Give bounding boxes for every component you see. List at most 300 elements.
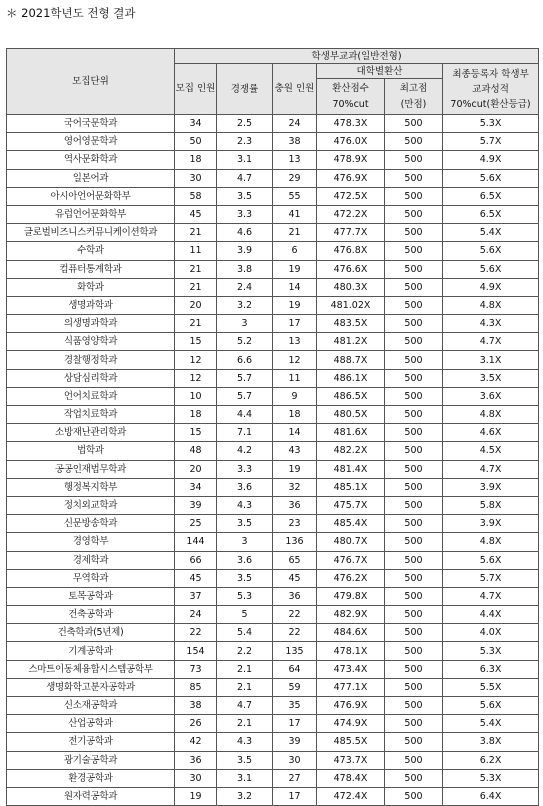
cell-quota: 21	[175, 224, 217, 242]
cell-dept: 언어치료학과	[7, 387, 175, 405]
table-row	[7, 715, 539, 733]
cell-quota: 24	[175, 606, 217, 624]
table-row	[7, 260, 539, 278]
cell-max: 500	[385, 751, 443, 769]
table-row	[7, 587, 539, 605]
cell-quota: 85	[175, 678, 217, 696]
cell-score: 476.9X	[317, 697, 385, 715]
cell-dept: 신문방송학과	[7, 515, 175, 533]
cell-max: 500	[385, 769, 443, 787]
cell-ratio: 5.3	[217, 587, 273, 605]
cell-enrolled: 12	[273, 351, 317, 369]
cell-score: 478.3X	[317, 115, 385, 133]
cell-dept: 원자력공학과	[7, 787, 175, 805]
cell-quota: 22	[175, 624, 217, 642]
cell-dept: 경제학과	[7, 551, 175, 569]
cell-dept: 정치외교학과	[7, 496, 175, 514]
table-row	[7, 733, 539, 751]
cell-quota: 20	[175, 296, 217, 314]
cell-dept: 스마트이동체융합시스템공학부	[7, 660, 175, 678]
cell-score: 472.2X	[317, 205, 385, 223]
cell-dept: 상담심리학과	[7, 369, 175, 387]
cell-ratio: 3.5	[217, 515, 273, 533]
cell-grade: 5.8X	[443, 496, 539, 514]
cell-quota: 18	[175, 151, 217, 169]
cell-score: 473.4X	[317, 660, 385, 678]
cell-ratio: 5.2	[217, 333, 273, 351]
cell-quota: 45	[175, 569, 217, 587]
cell-max: 500	[385, 478, 443, 496]
cell-dept: 토목공학과	[7, 587, 175, 605]
cell-grade: 5.7X	[443, 133, 539, 151]
cell-quota: 10	[175, 387, 217, 405]
cell-max: 500	[385, 333, 443, 351]
cell-quota: 15	[175, 424, 217, 442]
cell-max: 500	[385, 242, 443, 260]
cell-enrolled: 17	[273, 787, 317, 805]
cell-enrolled: 136	[273, 533, 317, 551]
cell-quota: 37	[175, 587, 217, 605]
cell-enrolled: 6	[273, 242, 317, 260]
cell-max: 500	[385, 169, 443, 187]
cell-ratio: 5.7	[217, 387, 273, 405]
table-row	[7, 387, 539, 405]
cell-dept: 화학과	[7, 278, 175, 296]
cell-ratio: 3.9	[217, 242, 273, 260]
cell-score: 484.6X	[317, 624, 385, 642]
table-row	[7, 551, 539, 569]
cell-dept: 국어국문학과	[7, 115, 175, 133]
cell-grade: 3.5X	[443, 369, 539, 387]
cell-max: 500	[385, 260, 443, 278]
table-row	[7, 624, 539, 642]
cell-quota: 144	[175, 533, 217, 551]
cell-score: 482.9X	[317, 606, 385, 624]
cell-grade: 4.0X	[443, 624, 539, 642]
table-row	[7, 424, 539, 442]
cell-score: 476.7X	[317, 551, 385, 569]
cell-quota: 26	[175, 715, 217, 733]
cell-dept: 광기술공학과	[7, 751, 175, 769]
cell-grade: 3.9X	[443, 515, 539, 533]
cell-enrolled: 38	[273, 133, 317, 151]
cell-enrolled: 11	[273, 369, 317, 387]
cell-grade: 4.8X	[443, 296, 539, 314]
table-row	[7, 442, 539, 460]
cell-enrolled: 23	[273, 515, 317, 533]
table-row	[7, 169, 539, 187]
cell-dept: 작업치료학과	[7, 406, 175, 424]
cell-ratio: 3.1	[217, 769, 273, 787]
cell-grade: 5.6X	[443, 551, 539, 569]
cell-dept: 신소재공학과	[7, 697, 175, 715]
table-body	[7, 115, 539, 806]
cell-grade: 4.6X	[443, 424, 539, 442]
cell-score: 485.1X	[317, 478, 385, 496]
cell-dept: 소방재난관리학과	[7, 424, 175, 442]
cell-score: 479.8X	[317, 587, 385, 605]
cell-ratio: 3.6	[217, 551, 273, 569]
cell-ratio: 3	[217, 533, 273, 551]
cell-ratio: 6.6	[217, 351, 273, 369]
header-ratio: 경쟁률	[217, 64, 273, 115]
table-row	[7, 533, 539, 551]
header-group: 학생부교과(일반전형)	[175, 49, 539, 64]
header-quota: 모집 인원	[175, 64, 217, 115]
cell-ratio: 3.5	[217, 187, 273, 205]
table-header	[7, 49, 539, 115]
cell-max: 500	[385, 569, 443, 587]
cell-max: 500	[385, 296, 443, 314]
cell-dept: 기계공학과	[7, 642, 175, 660]
cell-max: 500	[385, 151, 443, 169]
cell-ratio: 4.7	[217, 169, 273, 187]
cell-grade: 3.1X	[443, 351, 539, 369]
table-row	[7, 515, 539, 533]
table-row	[7, 115, 539, 133]
table-row	[7, 769, 539, 787]
cell-dept: 환경공학과	[7, 769, 175, 787]
cell-max: 500	[385, 442, 443, 460]
cell-dept: 역사문화학과	[7, 151, 175, 169]
cell-grade: 5.7X	[443, 569, 539, 587]
cell-enrolled: 13	[273, 333, 317, 351]
cell-grade: 4.8X	[443, 533, 539, 551]
cell-quota: 30	[175, 169, 217, 187]
cell-max: 500	[385, 115, 443, 133]
cell-max: 500	[385, 369, 443, 387]
cell-enrolled: 64	[273, 660, 317, 678]
cell-grade: 3.6X	[443, 387, 539, 405]
cell-grade: 4.9X	[443, 151, 539, 169]
table-row	[7, 133, 539, 151]
cell-score: 485.4X	[317, 515, 385, 533]
cell-max: 500	[385, 187, 443, 205]
table-row	[7, 224, 539, 242]
cell-quota: 25	[175, 515, 217, 533]
table-row	[7, 151, 539, 169]
cell-score: 480.7X	[317, 533, 385, 551]
cell-dept: 생명과학과	[7, 296, 175, 314]
cell-enrolled: 18	[273, 406, 317, 424]
cell-score: 481.6X	[317, 424, 385, 442]
cell-max: 500	[385, 606, 443, 624]
cell-ratio: 2.5	[217, 115, 273, 133]
cell-dept: 산업공학과	[7, 715, 175, 733]
cell-grade: 5.4X	[443, 224, 539, 242]
cell-max: 500	[385, 515, 443, 533]
cell-dept: 유럽언어문화학부	[7, 205, 175, 223]
cell-quota: 18	[175, 406, 217, 424]
cell-quota: 12	[175, 369, 217, 387]
cell-enrolled: 35	[273, 697, 317, 715]
cell-enrolled: 36	[273, 587, 317, 605]
cell-score: 486.1X	[317, 369, 385, 387]
cell-dept: 일본어과	[7, 169, 175, 187]
cell-enrolled: 65	[273, 551, 317, 569]
cell-max: 500	[385, 406, 443, 424]
header-dept: 모집단위	[7, 49, 175, 115]
table-row	[7, 478, 539, 496]
cell-grade: 4.7X	[443, 333, 539, 351]
cell-enrolled: 29	[273, 169, 317, 187]
table-row	[7, 242, 539, 260]
cell-quota: 42	[175, 733, 217, 751]
cell-grade: 6.3X	[443, 660, 539, 678]
cell-ratio: 3.3	[217, 460, 273, 478]
cell-enrolled: 36	[273, 496, 317, 514]
cell-score: 475.7X	[317, 496, 385, 514]
cell-ratio: 5	[217, 606, 273, 624]
cell-ratio: 3.1	[217, 151, 273, 169]
cell-score: 481.02X	[317, 296, 385, 314]
table-row	[7, 697, 539, 715]
cell-quota: 21	[175, 260, 217, 278]
cell-score: 476.8X	[317, 242, 385, 260]
cell-grade: 4.7X	[443, 587, 539, 605]
cell-quota: 66	[175, 551, 217, 569]
cell-dept: 영어영문학과	[7, 133, 175, 151]
cell-ratio: 3.2	[217, 296, 273, 314]
page-title: ＊ 2021학년도 전형 결과	[6, 6, 136, 20]
cell-max: 500	[385, 642, 443, 660]
cell-quota: 39	[175, 496, 217, 514]
table-row	[7, 642, 539, 660]
cell-ratio: 4.3	[217, 496, 273, 514]
cell-grade: 5.3X	[443, 115, 539, 133]
cell-ratio: 4.3	[217, 733, 273, 751]
cell-ratio: 2.3	[217, 133, 273, 151]
cell-grade: 4.8X	[443, 406, 539, 424]
cell-max: 500	[385, 351, 443, 369]
cell-max: 500	[385, 678, 443, 696]
cell-score: 486.5X	[317, 387, 385, 405]
cell-ratio: 4.7	[217, 697, 273, 715]
cell-score: 473.7X	[317, 751, 385, 769]
cell-quota: 21	[175, 278, 217, 296]
cell-enrolled: 19	[273, 296, 317, 314]
table-row	[7, 751, 539, 769]
cell-max: 500	[385, 387, 443, 405]
cell-quota: 11	[175, 242, 217, 260]
cell-grade: 4.4X	[443, 606, 539, 624]
cell-ratio: 4.4	[217, 406, 273, 424]
cell-enrolled: 39	[273, 733, 317, 751]
header-converted: 대학별환산	[317, 64, 443, 79]
cell-enrolled: 21	[273, 224, 317, 242]
cell-grade: 5.4X	[443, 715, 539, 733]
cell-enrolled: 19	[273, 460, 317, 478]
cell-enrolled: 14	[273, 424, 317, 442]
cell-score: 476.6X	[317, 260, 385, 278]
cell-max: 500	[385, 697, 443, 715]
cell-score: 474.9X	[317, 715, 385, 733]
header-max: 최고점 (만점)	[385, 79, 443, 115]
header-score: 환산점수 70%cut	[317, 79, 385, 115]
cell-score: 488.7X	[317, 351, 385, 369]
cell-dept: 생명화학고분자공학과	[7, 678, 175, 696]
header-final: 최종등록자 학생부 교과성적 70%cut(환산등급)	[443, 64, 539, 115]
cell-ratio: 2.1	[217, 678, 273, 696]
cell-enrolled: 41	[273, 205, 317, 223]
cell-enrolled: 59	[273, 678, 317, 696]
cell-grade: 5.3X	[443, 769, 539, 787]
cell-score: 478.4X	[317, 769, 385, 787]
cell-ratio: 2.1	[217, 715, 273, 733]
cell-grade: 5.6X	[443, 242, 539, 260]
cell-enrolled: 27	[273, 769, 317, 787]
cell-ratio: 5.7	[217, 369, 273, 387]
cell-score: 481.2X	[317, 333, 385, 351]
cell-dept: 전기공학과	[7, 733, 175, 751]
cell-ratio: 3.5	[217, 751, 273, 769]
cell-quota: 15	[175, 333, 217, 351]
table-row	[7, 187, 539, 205]
cell-max: 500	[385, 224, 443, 242]
cell-enrolled: 30	[273, 751, 317, 769]
cell-enrolled: 45	[273, 569, 317, 587]
cell-enrolled: 55	[273, 187, 317, 205]
cell-max: 500	[385, 315, 443, 333]
cell-ratio: 2.1	[217, 660, 273, 678]
cell-ratio: 2.2	[217, 642, 273, 660]
cell-grade: 4.9X	[443, 278, 539, 296]
cell-max: 500	[385, 624, 443, 642]
cell-enrolled: 22	[273, 606, 317, 624]
cell-quota: 154	[175, 642, 217, 660]
cell-quota: 34	[175, 115, 217, 133]
cell-grade: 6.4X	[443, 787, 539, 805]
cell-score: 472.4X	[317, 787, 385, 805]
cell-dept: 수학과	[7, 242, 175, 260]
cell-dept: 식품영양학과	[7, 333, 175, 351]
table-row	[7, 369, 539, 387]
cell-enrolled: 43	[273, 442, 317, 460]
cell-dept: 의생명과학과	[7, 315, 175, 333]
cell-score: 482.2X	[317, 442, 385, 460]
cell-score: 476.2X	[317, 569, 385, 587]
cell-score: 477.7X	[317, 224, 385, 242]
cell-ratio: 3.3	[217, 205, 273, 223]
cell-dept: 경영학부	[7, 533, 175, 551]
cell-score: 477.1X	[317, 678, 385, 696]
cell-grade: 4.5X	[443, 442, 539, 460]
cell-quota: 20	[175, 460, 217, 478]
table-row	[7, 660, 539, 678]
cell-ratio: 3.5	[217, 569, 273, 587]
cell-max: 500	[385, 460, 443, 478]
table-row	[7, 205, 539, 223]
cell-score: 478.9X	[317, 151, 385, 169]
cell-grade: 5.6X	[443, 697, 539, 715]
cell-ratio: 7.1	[217, 424, 273, 442]
cell-enrolled: 22	[273, 624, 317, 642]
cell-enrolled: 14	[273, 278, 317, 296]
cell-max: 500	[385, 278, 443, 296]
cell-max: 500	[385, 660, 443, 678]
cell-ratio: 5.4	[217, 624, 273, 642]
table-row	[7, 787, 539, 805]
cell-quota: 58	[175, 187, 217, 205]
cell-score: 478.1X	[317, 642, 385, 660]
cell-grade: 3.9X	[443, 478, 539, 496]
cell-grade: 4.7X	[443, 460, 539, 478]
cell-dept: 컴퓨터통계학과	[7, 260, 175, 278]
cell-enrolled: 19	[273, 260, 317, 278]
cell-score: 476.0X	[317, 133, 385, 151]
cell-quota: 73	[175, 660, 217, 678]
cell-grade: 3.8X	[443, 733, 539, 751]
cell-enrolled: 32	[273, 478, 317, 496]
cell-ratio: 3.6	[217, 478, 273, 496]
cell-score: 472.5X	[317, 187, 385, 205]
cell-quota: 34	[175, 478, 217, 496]
cell-quota: 30	[175, 769, 217, 787]
cell-quota: 38	[175, 697, 217, 715]
cell-max: 500	[385, 715, 443, 733]
cell-dept: 경찰행정학과	[7, 351, 175, 369]
cell-enrolled: 9	[273, 387, 317, 405]
table-row	[7, 460, 539, 478]
cell-max: 500	[385, 133, 443, 151]
table-row	[7, 406, 539, 424]
cell-enrolled: 17	[273, 715, 317, 733]
cell-ratio: 3	[217, 315, 273, 333]
cell-quota: 21	[175, 315, 217, 333]
cell-score: 483.5X	[317, 315, 385, 333]
header-enrolled: 충원 인원	[273, 64, 317, 115]
cell-grade: 5.6X	[443, 260, 539, 278]
cell-dept: 글로벌비즈니스커뮤니케이션학과	[7, 224, 175, 242]
cell-max: 500	[385, 787, 443, 805]
cell-quota: 50	[175, 133, 217, 151]
table-row	[7, 496, 539, 514]
table-row	[7, 333, 539, 351]
cell-max: 500	[385, 551, 443, 569]
admission-results-table	[6, 48, 539, 806]
cell-grade: 6.5X	[443, 205, 539, 223]
cell-max: 500	[385, 205, 443, 223]
cell-dept: 행정복지학부	[7, 478, 175, 496]
cell-enrolled: 24	[273, 115, 317, 133]
table-row	[7, 678, 539, 696]
cell-max: 500	[385, 424, 443, 442]
cell-quota: 36	[175, 751, 217, 769]
cell-grade: 5.6X	[443, 169, 539, 187]
cell-max: 500	[385, 496, 443, 514]
cell-grade: 4.3X	[443, 315, 539, 333]
cell-quota: 12	[175, 351, 217, 369]
cell-score: 476.9X	[317, 169, 385, 187]
cell-grade: 5.3X	[443, 642, 539, 660]
cell-grade: 6.2X	[443, 751, 539, 769]
cell-grade: 5.5X	[443, 678, 539, 696]
cell-score: 480.5X	[317, 406, 385, 424]
cell-max: 500	[385, 533, 443, 551]
cell-ratio: 3.8	[217, 260, 273, 278]
cell-dept: 공공인재법무학과	[7, 460, 175, 478]
table-row	[7, 315, 539, 333]
cell-score: 485.5X	[317, 733, 385, 751]
cell-max: 500	[385, 587, 443, 605]
cell-ratio: 3.2	[217, 787, 273, 805]
cell-quota: 45	[175, 205, 217, 223]
cell-ratio: 4.2	[217, 442, 273, 460]
cell-grade: 6.5X	[443, 187, 539, 205]
table-row	[7, 351, 539, 369]
cell-enrolled: 135	[273, 642, 317, 660]
cell-dept: 건축학과(5년제)	[7, 624, 175, 642]
